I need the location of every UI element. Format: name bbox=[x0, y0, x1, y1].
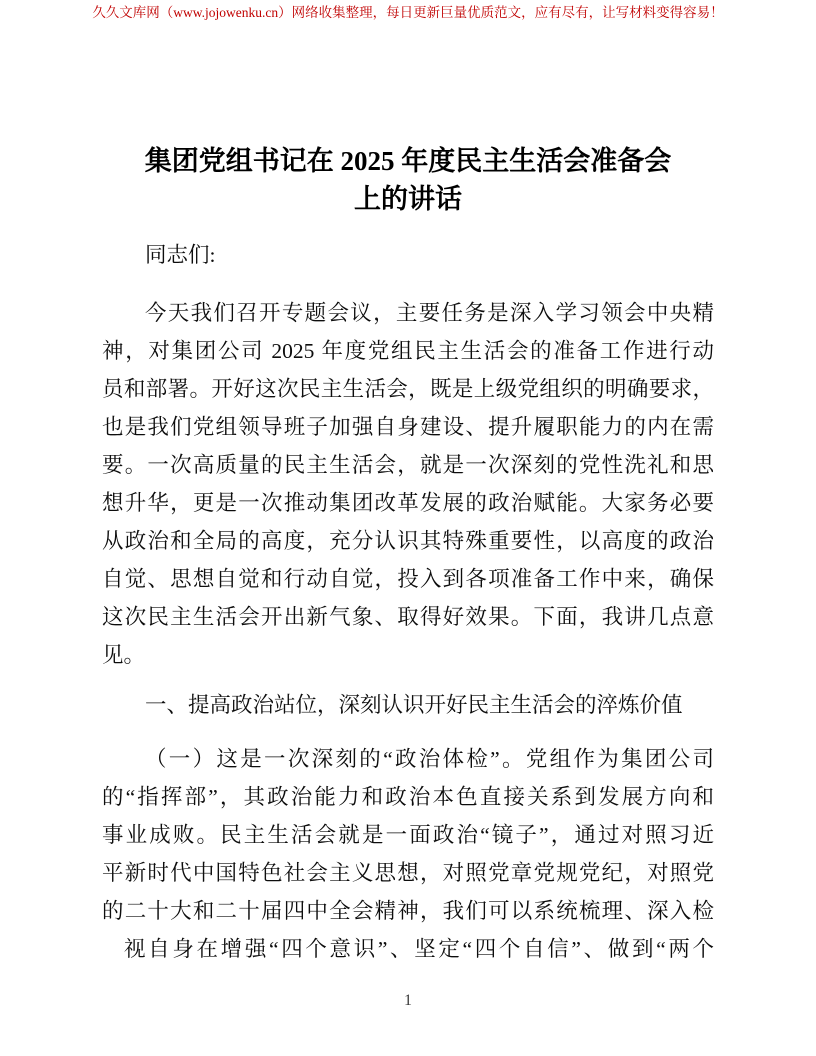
site-watermark-note: 久久文库网（www.jojowenku.cn）网络收集整理，每日更新巨量优质范文，应有尽有，让写材料变得容易！ bbox=[92, 5, 724, 20]
text-line: 想升华，更是一次推动集团改革发展的政治赋能。大家务必要 bbox=[102, 491, 714, 515]
text-line: 视自身在增强“四个意识”、坚定“四个自信”、做到“两个 bbox=[124, 937, 714, 961]
text-line: 也是我们党组领导班子加强自身建设、提升履职能力的内在需 bbox=[102, 415, 714, 439]
text-line: 今天我们召开专题会议，主要任务是深入学习领会中央精 bbox=[145, 301, 714, 325]
text-line: 一、提高政治站位，深刻认识开好民主生活会的淬炼价值 bbox=[145, 693, 683, 717]
paragraph bbox=[102, 294, 714, 674]
paragraph bbox=[102, 740, 714, 968]
document-title-line-2: 上的讲话 bbox=[354, 184, 462, 214]
document-title-line-1: 集团党组书记在 2025 年度民主生活会准备会 bbox=[144, 146, 672, 176]
text-line: 自觉、思想自觉和行动自觉，投入到各项准备工作中来，确保 bbox=[102, 567, 714, 591]
text-line: 同志们: bbox=[145, 243, 216, 267]
text-line: 的“指挥部”，其政治能力和政治本色直接关系到发展方向和 bbox=[102, 785, 714, 809]
text-line: 平新时代中国特色社会主义思想，对照党章党规党纪，对照党 bbox=[102, 861, 714, 885]
text-line: 见。 bbox=[102, 643, 146, 667]
text-line: 事业成败。民主生活会就是一面政治“镜子”，通过对照习近 bbox=[102, 823, 714, 847]
section-heading bbox=[102, 686, 714, 724]
text-line: 要。一次高质量的民主生活会，就是一次深刻的党性洗礼和思 bbox=[102, 453, 714, 477]
text-line: 员和部署。开好这次民主生活会，既是上级党组织的明确要求， bbox=[102, 377, 714, 401]
document-title bbox=[0, 142, 816, 218]
page-number: 1 bbox=[404, 992, 412, 1009]
text-line: （一）这是一次深刻的“政治体检”。党组作为集团公司 bbox=[145, 747, 714, 771]
text-line: 这次民主生活会开出新气象、取得好效果。下面，我讲几点意 bbox=[102, 605, 714, 629]
document-body bbox=[102, 236, 714, 968]
text-line: 从政治和全局的高度，充分认识其特殊重要性，以高度的政治 bbox=[102, 529, 714, 553]
text-line: 神，对集团公司 2025 年度党组民主生活会的准备工作进行动 bbox=[102, 339, 714, 363]
salutation bbox=[102, 236, 714, 274]
text-line: 的二十大和二十届四中全会精神，我们可以系统梳理、深入检 bbox=[102, 899, 714, 923]
